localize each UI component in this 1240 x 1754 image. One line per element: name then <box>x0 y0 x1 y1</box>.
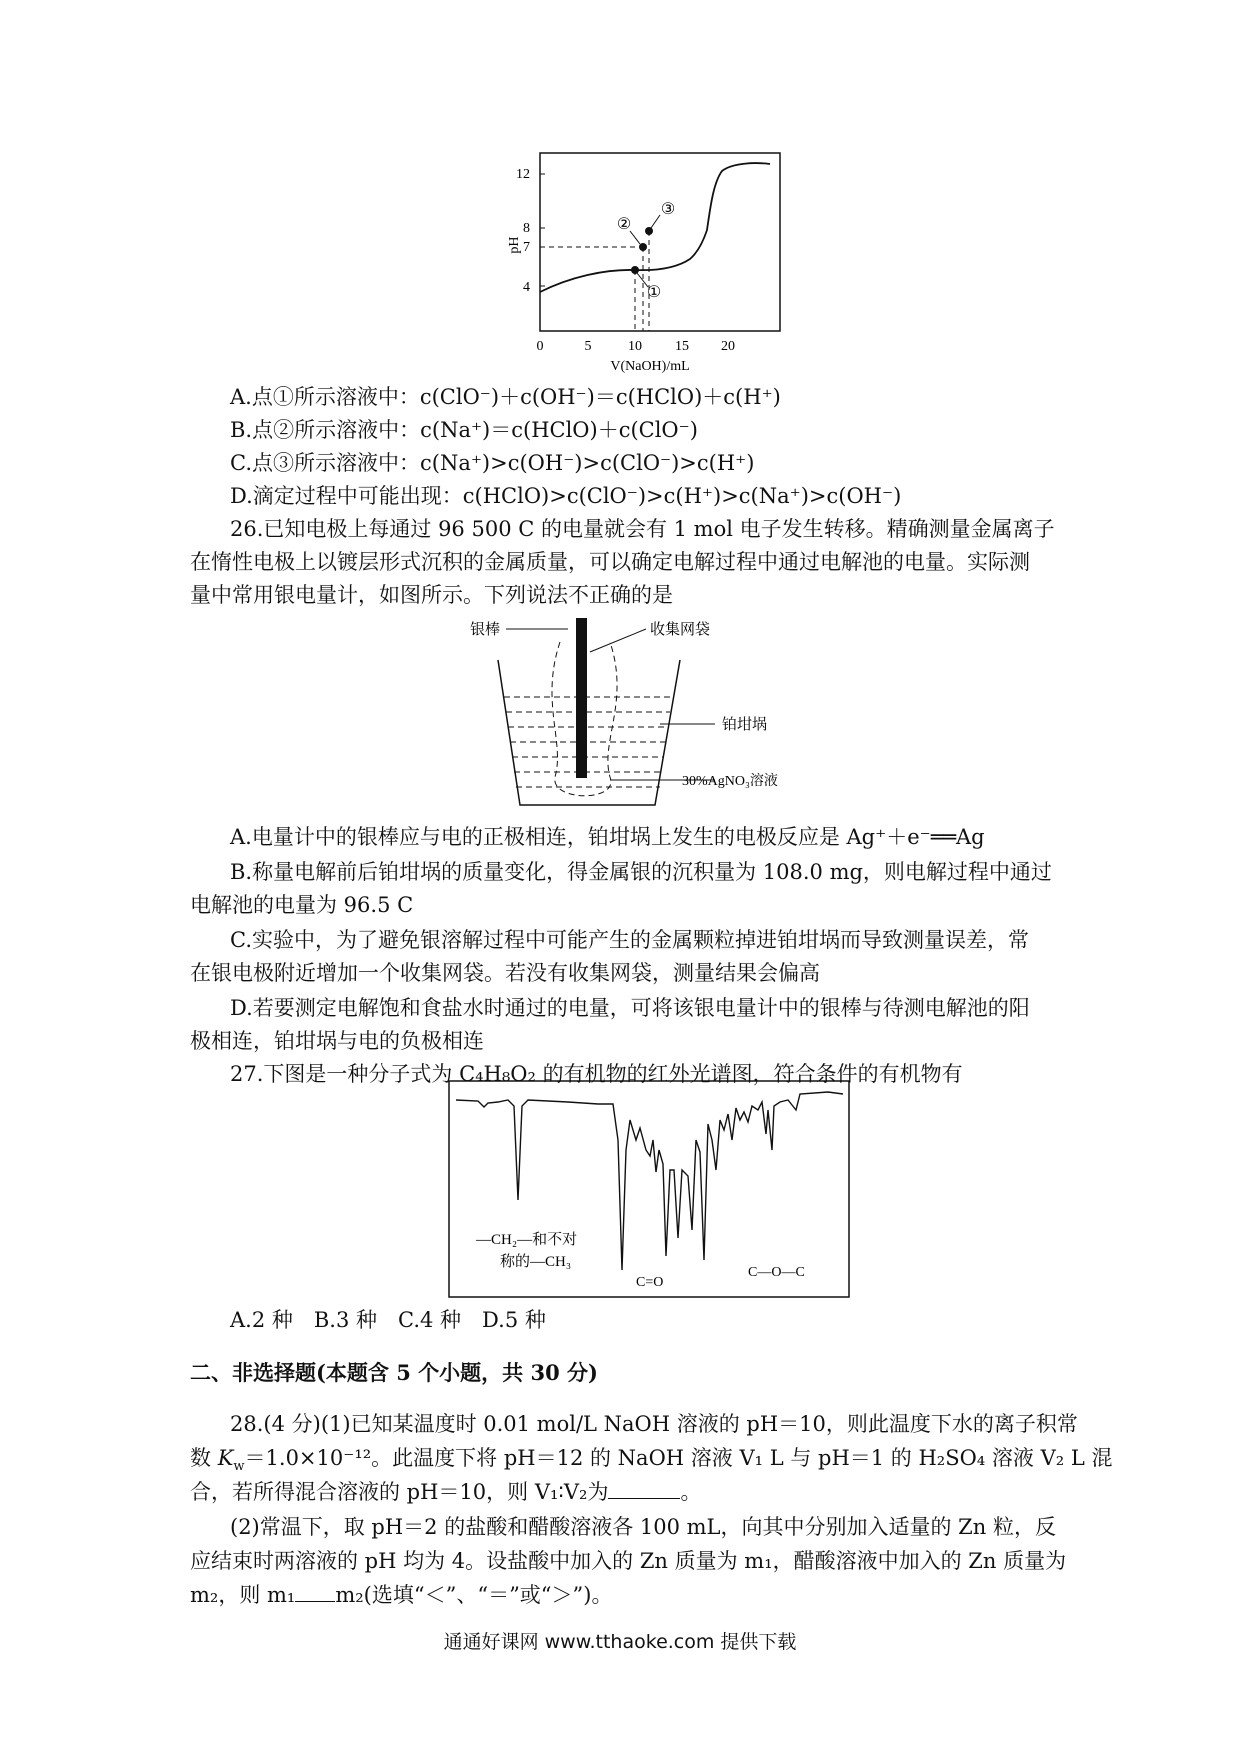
q27-options: A.2 种 B.3 种 C.4 种 D.5 种 <box>230 1308 546 1332</box>
point-1-marker <box>631 266 639 274</box>
q28-part2-line1: (2)常温下，取 pH＝2 的盐酸和醋酸溶液各 100 mL，向其中分别加入适量的 Zn 粒，反 <box>230 1515 1056 1539</box>
page-footer: 通通好课网 www.tthaoke.com 提供下载 <box>443 1631 797 1653</box>
crucible-solution-lines <box>504 697 672 787</box>
ir-label-ch-line1: —CH₂—和不对 <box>476 1232 578 1248</box>
q26-option-c-line1: C.实验中，为了避免银溶解过程中可能产生的金属颗粒掉进铂坩埚而导致测量误差，常 <box>230 928 1029 952</box>
x-tick-5: 5 <box>584 339 592 354</box>
x-ticks <box>537 339 736 354</box>
x-tick-0: 0 <box>536 339 544 354</box>
y-tick-4: 4 <box>523 280 530 295</box>
q26-stem-line2: 在惰性电极上以镀层形式沉积的金属质量，可以确定电解过程中通过电解池的电量。实际测 <box>190 550 1030 574</box>
y-tick-8: 8 <box>523 221 530 236</box>
q26-option-a: A.电量计中的银棒应与电的正极相连，铂坩埚上发生的电极反应是 Ag⁺＋e⁻══Ag <box>230 825 985 849</box>
y-tick-12: 12 <box>516 167 530 182</box>
q26-option-d-line1: D.若要测定电解饱和食盐水时通过的电量，可将该银电量计中的银棒与待测电解池的阳 <box>230 996 1030 1020</box>
crucible-label: 铂坩埚 <box>722 717 768 733</box>
point-2-marker <box>639 243 647 251</box>
q26-option-c-line2: 在银电极附近增加一个收集网袋。若没有收集网袋，测量结果会偏高 <box>190 961 820 985</box>
x-tick-10: 10 <box>628 339 642 354</box>
q28-part2-line2: 应结束时两溶液的 pH 均为 4。设盐酸中加入的 Zn 质量为 m₁，醋酸溶液中加入的 Zn 质量为 <box>190 1549 1067 1573</box>
x-tick-20: 20 <box>721 339 735 354</box>
q25-option-b: B.点②所示溶液中：c(Na⁺)＝c(HClO)＋c(ClO⁻) <box>230 418 698 442</box>
q26-option-d-line2: 极相连，铂坩埚与电的负极相连 <box>190 1029 484 1053</box>
q28-part1-line3: 合，若所得混合溶液的 pH＝10，则 V₁∶V₂为 。 <box>190 1480 702 1504</box>
q28-part2-line3: m₂，则 m₁ m₂(选填“＜”、“＝”或“＞”)。 <box>190 1583 613 1607</box>
q26-stem-line1: 26.已知电极上每通过 96 500 C 的电量就会有 1 mol 电子发生转移。精确测量金属离子 <box>230 517 1055 541</box>
q25-option-d: D.滴定过程中可能出现：c(HClO)>c(ClO⁻)>c(H⁺)>c(Na⁺)>c(OH⁻) <box>230 484 902 508</box>
solution-label: 30%AgNO₃溶液 <box>682 774 778 789</box>
ph-titration-chart <box>500 145 800 380</box>
x-axis-label: V(NaOH)/mL <box>610 359 690 374</box>
x-tick-15: 15 <box>675 339 689 354</box>
answer-blank-compare[interactable] <box>295 1583 335 1602</box>
y-axis-label: pH <box>507 236 522 254</box>
q26-option-b-line2: 电解池的电量为 96.5 C <box>190 893 414 917</box>
q26-option-b-line1: B.称量电解前后铂坩埚的质量变化，得金属银的沉积量为 108.0 mg，则电解过程中通过 <box>230 860 1052 884</box>
q25-option-c: C.点③所示溶液中：c(Na⁺)>c(OH⁻)>c(ClO⁻)>c(H⁺) <box>230 451 755 475</box>
point-3-label: ③ <box>660 201 676 218</box>
silver-rod-label: 银棒 <box>470 622 501 638</box>
silver-coulometer-diagram <box>470 612 830 812</box>
q28-part1-line1: 28.(4 分)(1)已知某温度时 0.01 mol/L NaOH 溶液的 pH＝10，则此温度下水的离子积常 <box>230 1412 1078 1436</box>
q26-stem-line3: 量中常用银电量计，如图所示。下列说法不正确的是 <box>190 583 673 607</box>
ir-spectrum-chart <box>448 1080 850 1298</box>
ir-label-co: C=O <box>636 1275 664 1290</box>
ir-label-coc: C—O—C <box>748 1265 805 1280</box>
answer-blank-ratio[interactable] <box>608 1480 680 1499</box>
ir-label-ch-line2: 称的—CH₃ <box>500 1254 572 1270</box>
point-2-label: ② <box>616 216 632 233</box>
beaker <box>498 660 680 805</box>
q25-option-a: A.点①所示溶液中：c(ClO⁻)＋c(OH⁻)＝c(HClO)＋c(H⁺) <box>230 385 781 409</box>
section2-heading: 二、非选择题(本题含 5 个小题，共 30 分) <box>190 1360 598 1385</box>
chart-frame <box>540 153 780 331</box>
titration-curve <box>540 163 770 292</box>
y-tick-7: 7 <box>523 240 530 255</box>
mesh-bag-label: 收集网袋 <box>650 622 711 638</box>
point-3-marker <box>645 227 653 235</box>
q27-stem: 27.下图是一种分子式为 C₄H₈O₂ 的有机物的红外光谱图，符合条件的有机物有 <box>230 1062 963 1086</box>
silver-rod <box>576 618 587 778</box>
point-1-label: ① <box>646 284 662 301</box>
q28-part1-line2: 数 $K_w=1.0\times 10^{-12}$。此温度下将 pH＝12 的 NaOH 溶液 V₁ L 与 pH＝1 的 H₂SO₄ 溶液 V₂ L 混 <box>190 1446 1113 1475</box>
